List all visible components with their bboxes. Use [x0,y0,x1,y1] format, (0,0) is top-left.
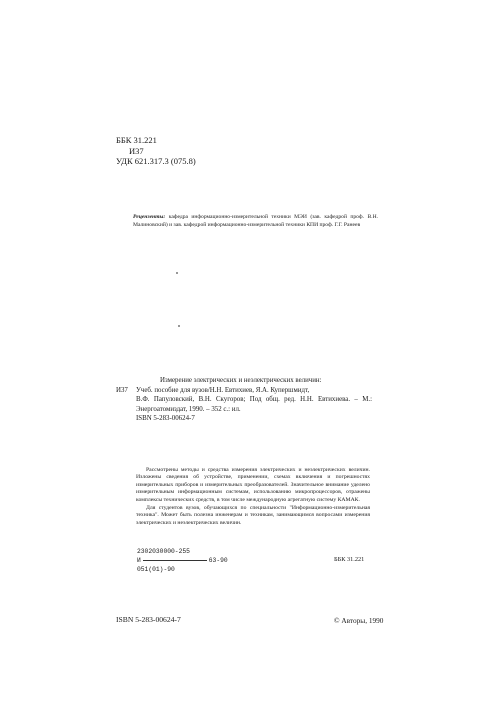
publisher-code-price: 63-90 [208,557,228,564]
bbk-code: ББК 31.221 [116,135,157,145]
annotation-paragraph: Рассмотрены методы и средства измерения электрических и неэлектрических величин. Изложены сведения об устройстве, применении, схемах включения и погрешностях измерительных приборов и измерительных преобразователей. Значительное внимание уделено измерительным информационным системам, использованию микропроцессоров, отражены комплексы технических средств, в том числе международную агрегатную систему КАМАК. [136,467,370,503]
annotation-paragraph: Для студентов вузов, обучающихся по специальности "Информационно-измерительная техника". Может быть полезна инженерам и техникам, занимающимся вопросами измерения электрических и неэлектрических величин. [136,505,370,526]
reviewers-block [133,214,378,229]
udk-code: УДК 621.317.3 (075.8) [116,156,196,166]
annotation-block [136,467,370,527]
biblio-isbn: ISBN 5-283-00624-7 [136,415,195,423]
biblio-line: В.Ф. Папуловский, В.Н. Скугоров; Под общ. ред. Н.Н. Евтихиева. – М.: Энергоатомиздат, 1990. – 352 с.: ил. [136,396,372,413]
classification-codes [116,135,196,167]
biblio-index-mark: И37 [116,386,128,394]
bibliographic-record [116,376,372,424]
print-speck [176,272,178,274]
publisher-code-row [137,556,228,565]
publisher-code-sub: 051(01)-90 [137,566,175,573]
author-index: И37 [129,145,144,156]
publisher-code-rule [143,560,207,561]
publisher-code-number: 2302030000-255 [137,548,190,555]
print-speck [178,325,180,327]
reviewers-label: Рецензенты: [133,214,166,220]
reviewers-text: кафедра информационно-измерительной техники МЭИ (зав. кафедрой проф. В.Н. Малиновский) и зав. кафедрой информационно-измерительной техники КПИ проф. Г.Г. Ранеев [133,214,379,228]
bbk-code-right: ББК 31.221 [334,556,365,563]
isbn-footer: ISBN 5-283-00624-7 [116,615,181,624]
copyright-notice: © Авторы, 1990 [334,616,384,625]
biblio-title: Измерение электрических и неэлектрических величин: [160,377,322,384]
publisher-code [137,547,228,574]
biblio-line: Учеб. пособие для вузов/Н.Н. Евтихиев, Я.А. Купершмидт, [136,386,310,394]
publisher-code-letter: И [137,557,141,564]
